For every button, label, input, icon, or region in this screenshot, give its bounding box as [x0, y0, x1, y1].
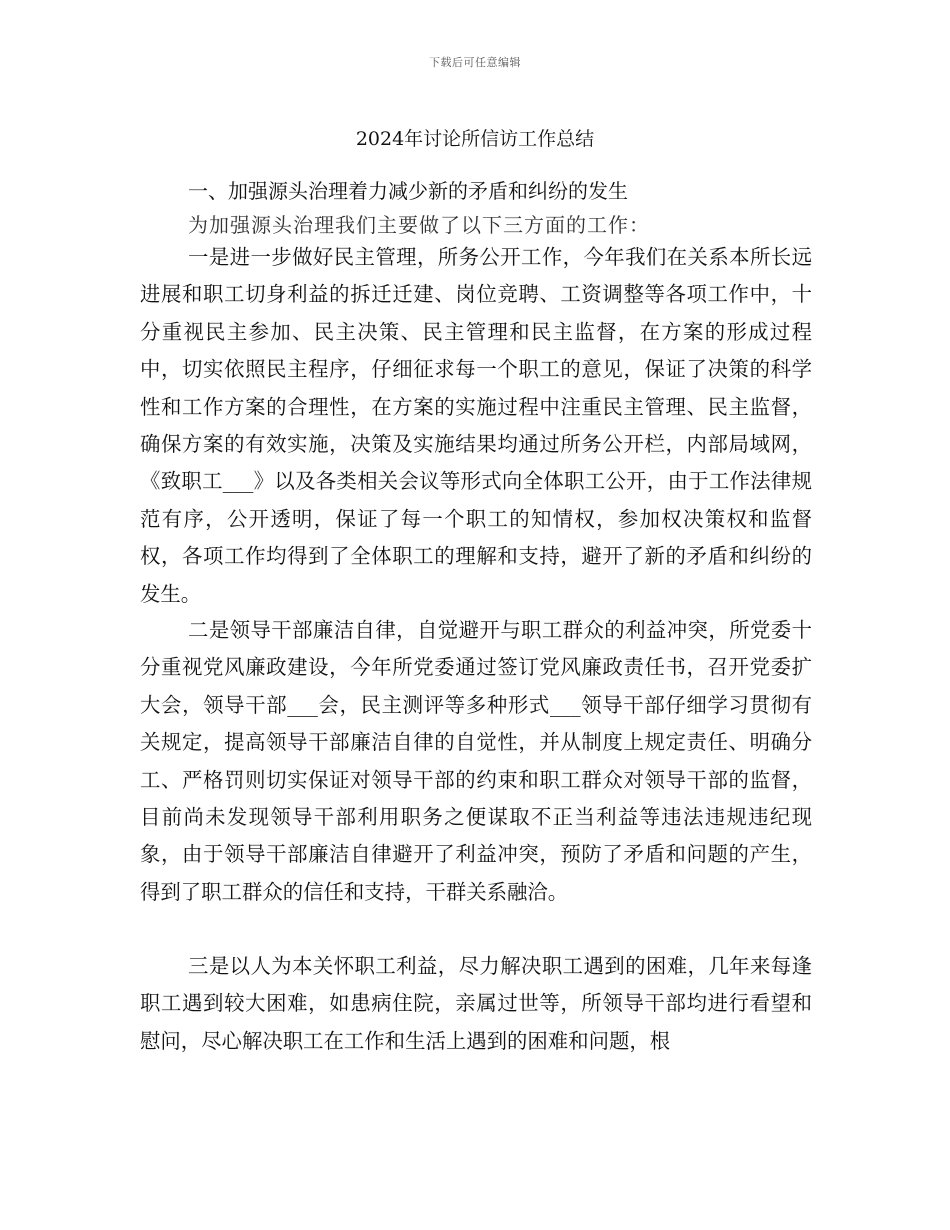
paragraph-2: 二是领导干部廉洁自律，自觉避开与职工群众的利益冲突，所党委十分重视党风廉政建设，今年所党委通过签订党风廉政责任书，召开党委扩大会，领导干部___会，民主测评等多种形式___领导干部仔细学习贯彻有关规定，提高领导干部廉洁自律的自觉性，并从制度上规定责任、明确分工、严格罚则切实保证对领导干部的约束和职工群众对领导干部的监督，目前尚未发现领导干部利用职务之便谋取不正当利益等违法违规违纪现象，由于领导干部廉洁自律避开了利益冲突，预防了矛盾和问题的产生，得到了职工群众的信任和支持，干群关系融洽。 [140, 618, 812, 904]
page-title: 2024年讨论所信访工作总结 [355, 128, 595, 150]
section-heading: 一、加强源头治理着力减少新的矛盾和纠纷的发生 [188, 179, 628, 203]
paragraph-3: 三是以人为本关怀职工利益，尽力解决职工遇到的困难，几年来每逢职工遇到较大困难，如患病住院，亲属过世等，所领导干部均进行看望和慰问，尽心解决职工在工作和生活上遇到的困难和问题，根 [140, 954, 812, 1053]
intro-line: 为加强源头治理我们主要做了以下三方面的工作： [188, 213, 650, 237]
paragraph-1: 一是进一步做好民主管理，所务公开工作，今年我们在关系本所长远进展和职工切身利益的拆迁迁建、岗位竞聘、工资调整等各项工作中，十分重视民主参加、民主决策、民主管理和民主监督，在方案的形成过程中，切实依照民主程序，仔细征求每一个职工的意见，保证了决策的科学性和工作方案的合理性，在方案的实施过程中注重民主管理、民主监督，确保方案的有效实施，决策及实施结果均通过所务公开栏，内部局域网，《致职工___》以及各类相关会议等形式向全体职工公开，由于工作法律规范有序，公开透明，保证了每一个职工的知情权，参加权决策权和监督权，各项工作均得到了全体职工的理解和支持，避开了新的矛盾和纠纷的发生。 [140, 245, 812, 606]
header-note: 下载后可任意编辑 [429, 56, 521, 69]
